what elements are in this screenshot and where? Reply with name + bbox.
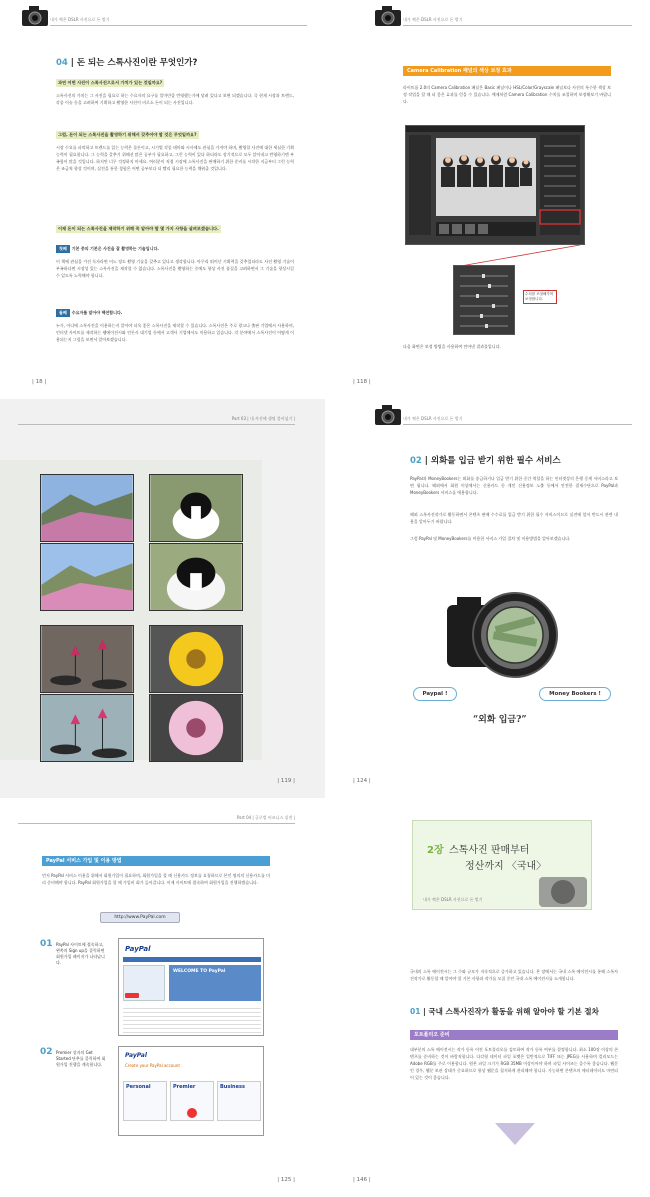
page-number: | 118 |: [353, 379, 371, 385]
camera-illustration: [535, 865, 591, 909]
paypal-logo: PayPal: [125, 1052, 147, 1059]
body-text-4: 누가, 어디에 스톡사진을 이용하는지 알아야 더욱 좋은 스톡사진을 제작할 수 있습니다. 스톡사진은 주로 광고나 출판 기업에서 사용하며, 인터넷 사이트를 제작하는 웹에이전시와 언론사 대기업 등에서 고객사 기업에서도 이용하고 있습니다. 각 분야에서 스톡사진이 어떻게 이용되는지 그림을 보면서 알아보겠습니다.: [56, 323, 294, 342]
page-118: [325, 0, 650, 399]
chapter-title-line1: 스톡사진 판매부터: [449, 845, 530, 856]
calibration-sliders: [454, 266, 514, 334]
paypal-bubble: Paypal !: [413, 687, 457, 701]
business-label: Business: [220, 1084, 245, 1090]
create-account-text: Create your PayPal account: [125, 1063, 180, 1068]
down-arrow-icon: [495, 1123, 535, 1145]
page-119: [0, 399, 325, 798]
premier-account-box[interactable]: [170, 1081, 214, 1121]
page-125: [0, 798, 325, 1197]
section-banner: 포트폴리오 준비: [410, 1030, 618, 1040]
running-header: 내가 찍은 DSLR 사진으로 돈 벌기: [403, 413, 632, 425]
dog-photo-original: [149, 474, 243, 542]
chapter-subtitle: 내가 찍은 DSLR 사진으로 돈 벌기: [423, 897, 483, 902]
premier-label: Premier: [173, 1084, 196, 1090]
body-text-2: 대부분의 스톡 에이전시는 작가 등록 이전 포트폴리오를 검토하여 작가 등록 여부를 결정합니다. 최소 100장 이상의 콘텐츠를 준비하는 것이 바람직합니다. 다각형 데이터 파일 포맷은 일반적으로 TIFF 또는 JPEG를 사용하며 컬러모드는 Adobe RGB를 주로 이용합니다. 원본 파일 크기가 RGB 35MB 이상이어야 하며 파일 사이즈는 클수록 좋습니다. 웹문인 경우, 웹문 보관 상태가 중요하므로 항상 웹문을 철저하게 관리해야 합니다. 가능하면 콘텐츠의 메타데이터도 마련되어 있는 것이 좋습니다.: [410, 1047, 618, 1080]
calibration-panel-zoom: [453, 265, 515, 335]
question-highlight-2: 그럼, 돈이 되는 스톡사진을 촬영하기 위해서 갖추어야 할 것은 무엇일까요?: [58, 132, 197, 137]
paypal-url-box[interactable]: http://www.PayPal.com: [100, 912, 180, 923]
step-1: 01 PayPal 사이트에 접속하고, 왼쪽의 Sign up을 클릭하면 회원가입 페이지가 나타납니다.: [40, 939, 105, 965]
personal-label: Personal: [126, 1084, 151, 1090]
body-text-2: 시장 수요를 파악하고 트렌드를 읽는 능력은 물론이고, 시기별 각종 테마와 시사에도 관심을 가져야 하며, 촬영할 사진에 대한 세심한 기획 능력이 필요합니다. 그 능력을 갖추기 위해선 많은 공부가 필요하고, 그런 능력이 있다 하더라도 장기적으로 모두 알아내고 반영하기엔 부족함이 많을 것입니다. 하지만 너무 걱정하지 마세요. 여러분이 직접 시장에 스톡사진을 판매하기 위한 준비를 시작한 지금부터 그런 능력은 조금씩 향상 것이며, 실전을 통한 경험은 어떤 공부보다 더 빨리 필요한 능력을 채워줄 것입니다.: [56, 145, 294, 171]
body-text-2: 해외 스톡사진작가로 활동하면서 콘텐츠 판매 수수료를 입금 받기 위한 필수 서비스이므로 실전에 앞서 반드시 관련 내용을 알아두기 바랍니다.: [410, 512, 618, 524]
chapter-number: 2장: [427, 845, 444, 856]
question-highlight-1: 과연 어떤 사진이 스톡사진으로서 가치가 있는 것일까요?: [58, 80, 163, 85]
moneybookers-bubble: Money Bookers !: [539, 687, 611, 701]
paypal-home-screenshot: [118, 938, 264, 1036]
camera-icon: [20, 4, 50, 28]
running-header: Part 04 | 글로벌 비즈니스 실전 |: [18, 812, 295, 824]
body-text-1: 국내의 스톡 에이전시는 그 수와 규모가 지속적으로 증가하고 있습니다. 본 장에서는 국내 스톡 에이전시를 통해 스톡사진작가로 활동할 때 알아야 할 기본 사항과 작가를 모집 중인 국내 스톡 에이전시를 소개합니다.: [410, 969, 618, 981]
tag-first: 첫째 기본 중의 기본은 사진을 잘 촬영하는 기술입니다.: [56, 245, 159, 253]
lightroom-screenshot: [405, 125, 585, 245]
camera-icon: [373, 403, 403, 427]
body-text-1: 라이트룸 2.0의 Camera Calibration 패널은 Basic 패널이나 HSL/Color/Grayscale 패널보다 사진의 특수한 색상 보정 작업을 할 때 더 좋은 효과를 얻을 수 있습니다. 예제처럼 Camera Calibration 수치를 조절하며 보정해보기 바랍니다.: [403, 85, 611, 104]
section-banner: PayPal 서비스 가입 및 이용 방법: [42, 856, 270, 866]
get-started-button[interactable]: [187, 1108, 197, 1118]
lotus-photo-corrected: [40, 694, 134, 762]
question-highlight-3: 이제 돈이 되는 스톡사진을 제작하기 위해 꼭 알아야 할 몇 가지 사항을 살펴보겠습니다.: [58, 226, 219, 231]
body-text-3: 이 책에 관심을 가진 독자라면 어느 정도 촬영 기술을 갖추고 있다고 생각합니다. 아무리 뛰어난 기획력을 갖추었더라도 사진 촬영 기술이 부족하다면 시장성 있는 스톡사진을 제작할 수 없습니다. 스톡사진을 촬영하는 중에도 항상 사진 품질을 고려하면서 그 기술을 향상시킬 수 있도록 노력해야 합니다.: [56, 259, 294, 278]
step-2: 02 Premier 상자의 Get Started 단추를 클릭하여 회원가입 진행을 계속합니다.: [40, 1047, 106, 1067]
camera-icon: [373, 4, 403, 28]
pink-flower-photo: [149, 694, 243, 762]
page-124: [325, 399, 650, 798]
tag-second: 둘째 수요자를 알아야 팩션합니다.: [56, 309, 122, 317]
body-text-1: 스톡사진의 가치는 그 사진을 필요로 하는 수요자의 요구를 얼마만큼 반영했는가에 달려 있다고 보면 되겠습니다. 즉 현재 시장과 트렌드, 각종 이슈 등을 고려하여 기획하고 촬영한 사진이 비로소 돈이 되는 사진입니다.: [56, 93, 294, 105]
paypal-nav-bar: [123, 957, 261, 962]
business-account-box[interactable]: [217, 1081, 261, 1121]
page-number: | 18 |: [32, 379, 47, 385]
page-number: | 125 |: [277, 1177, 295, 1183]
running-header: Part 03 | 내 사진에 생명 불어넣기 |: [18, 413, 295, 425]
callout-note: 수치를 조절해가며 보정합니다.: [523, 290, 557, 304]
page-number: | 119 |: [277, 778, 295, 784]
page-18: [0, 0, 325, 399]
illustration-caption: “외화 입금?”: [473, 715, 527, 725]
running-header: 내가 찍은 DSLR 사진으로 돈 벌기: [403, 14, 632, 26]
chapter-title-line2: 정산까지 〈국내〉: [465, 861, 547, 872]
page-number: | 146 |: [353, 1177, 371, 1183]
chapter-title-box: [412, 820, 592, 910]
body-text-1: 먼저 PayPal 서비스 이용을 위해서 회원가입이 필요하며, 회원가입을 할 때 신용카드 정보를 요청하므로 본인 명의의 신용카드를 미리 준비해야 합니다. PayPal 회원가입을 할 때 가입비 회가 들어갑니다. 이제 사이트에 접속하여 회원가입을 진행하겠습니다.: [42, 873, 270, 885]
welcome-text: WELCOME TO PayPal: [173, 969, 226, 974]
section-heading: 02 | 외화를 입금 받기 위한 필수 서비스: [410, 456, 561, 466]
welcome-banner: [169, 965, 261, 1001]
body-text-1: PayPal과 MoneyBookers는 외화를 송금하거나 입금 받기 위한 중간 역할을 하는 인터넷상의 은행 중계 서비스라고 보면 됩니다. 해외에서 회원 이상에서는 신용카드 등 개인 신용정보 노출 등에서 안전한 결제수단으로 PayPal과 MoneyBookers 서비스를 애용합니다.: [410, 476, 618, 495]
mountain-photo-corrected: [40, 543, 134, 611]
page-146: [325, 798, 650, 1197]
dog-photo-fisheye: [149, 543, 243, 611]
paypal-signup-screenshot: [118, 1046, 264, 1136]
section-banner: Camera Calibration 패널의 색상 보정 효과: [403, 66, 611, 76]
body-text-2: 다음 화면은 보정 방법을 사용하여 만어낸 결과물입니다.: [403, 344, 501, 349]
lotus-photo-original: [40, 625, 134, 693]
paypal-content-lines: [123, 1005, 261, 1033]
mountain-photo-original: [40, 474, 134, 542]
camera-money-illustration: [437, 585, 587, 685]
sign-up-button[interactable]: [125, 993, 139, 998]
page-number: | 124 |: [353, 778, 371, 784]
running-header: 내가 찍은 DSLR 사진으로 돈 벌기: [50, 14, 307, 26]
body-text-3: 그럼 PayPal 및 MoneyBookers를 이용한 서비스 가입 절차 및 이용방법을 알아보겠습니다.: [410, 536, 571, 541]
sunflower-photo: [149, 625, 243, 693]
section-heading: 01 | 국내 스톡사진작가 활동을 위해 알아야 할 기본 절차: [410, 1007, 599, 1016]
lightroom-ui-graphic: [406, 126, 584, 244]
paypal-logo: PayPal: [125, 945, 151, 953]
personal-account-box[interactable]: [123, 1081, 167, 1121]
section-heading: 04 | 돈 되는 스톡사진이란 무엇인가?: [56, 58, 198, 68]
